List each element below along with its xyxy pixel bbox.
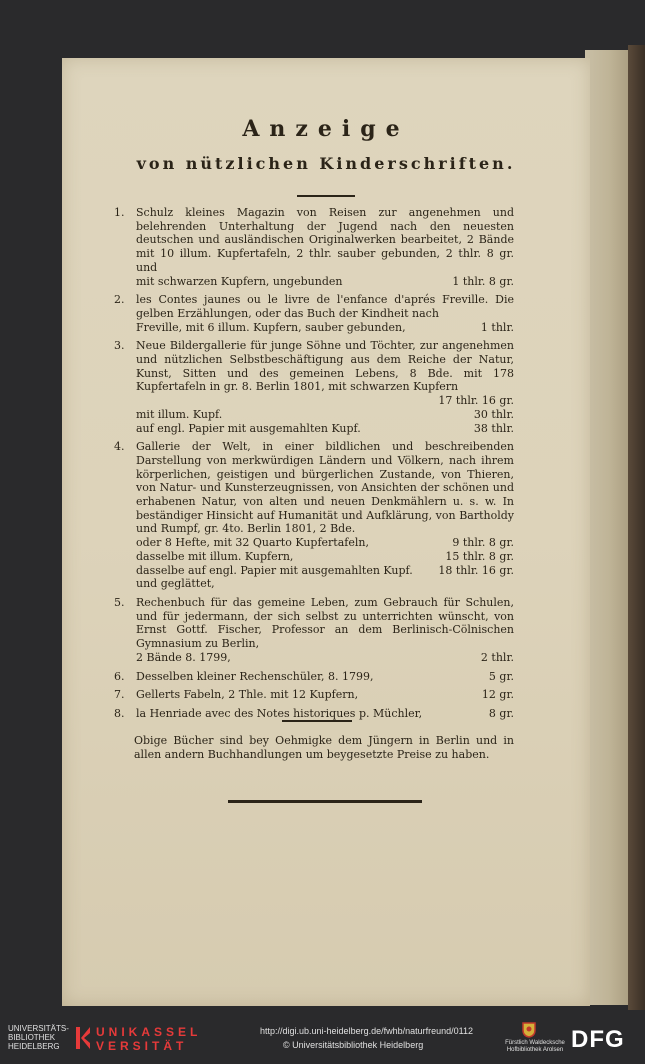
- entry-list: [114, 206, 514, 726]
- list-item: [114, 707, 514, 721]
- list-item: [114, 206, 514, 288]
- kassel-logo-line: VERSITÄT: [96, 1039, 188, 1053]
- entry-number: 6.: [114, 669, 125, 683]
- entry-price-line: [136, 670, 514, 684]
- entry-number: 8.: [114, 706, 125, 720]
- entry-option-text: mit illum. Kupf.: [136, 407, 223, 421]
- entry-price: 2 thlr.: [480, 650, 514, 664]
- heidelberg-logo-line: HEIDELBERG: [8, 1042, 60, 1051]
- page-subtitle: von nützlichen Kinderschriften.: [136, 154, 516, 173]
- heidelberg-logo-line: BIBLIOTHEK: [8, 1033, 56, 1042]
- entry-price-line: [136, 688, 514, 702]
- heidelberg-logo-line: UNIVERSITÄTS-: [8, 1024, 69, 1033]
- entry-price-line: [136, 422, 514, 436]
- entry-number: 3.: [114, 339, 125, 353]
- entry-price: 8 gr.: [488, 706, 514, 720]
- permalink-url[interactable]: http://digi.ub.uni-heidelberg.de/fwhb/naturfreund/0112: [260, 1026, 473, 1036]
- entry-number: 7.: [114, 688, 125, 702]
- list-item: [114, 339, 514, 435]
- entry-price-line: [136, 275, 514, 289]
- entry-last-text: la Henriade avec des Notes historiques p. Müchler,: [136, 706, 423, 720]
- entry-last-text: Desselben kleiner Rechenschüler, 8. 1799,: [136, 669, 374, 683]
- kassel-mark-icon: [74, 1025, 92, 1051]
- book-cover-edge: [628, 45, 645, 1010]
- entry-option-text: auf engl. Papier mit ausgemahlten Kupf.: [136, 421, 361, 435]
- entry-last-text: mit schwarzen Kupfern, ungebunden: [136, 274, 343, 288]
- entry-price: 1 thlr.: [480, 320, 514, 334]
- entry-last-text: Freville, mit 6 illum. Kupfern, sauber gebunden,: [136, 320, 406, 334]
- crest-icon: [522, 1022, 536, 1038]
- divider-rule: [282, 720, 352, 722]
- entry-number: 5.: [114, 595, 125, 609]
- entry-price: 5 gr.: [488, 669, 514, 683]
- arolsen-logo-line: Fürstlich Waldecksche: [505, 1040, 565, 1046]
- entry-text: Rechenbuch für das gemeine Leben, zum Gebrauch für Schulen, und für jedermann, der sich selbst zu unterrichten wünscht, von Ernst Gottf. Fischer, Professor an dem Berlinisch-Cölnischen Gymnasium zu Berlin,: [136, 595, 514, 651]
- entry-price: 9 thlr. 8 gr.: [452, 536, 514, 550]
- entry-text: Neue Bildergallerie für junge Söhne und Töchter, zur angenehmen und nützlichen Selbstbeschäftigung aus dem Reiche der Natur, Kunst, Sitten und des gemeinen Lebens, 8 Bde. mit 178 Kupfertafeln in gr. 8. Berlin 1801, mit schwarzen Kupfern: [136, 339, 514, 394]
- list-item: [114, 440, 514, 591]
- list-item: [114, 670, 514, 684]
- footer-bar: [0, 1016, 645, 1064]
- heidelberg-logo[interactable]: [8, 1024, 69, 1051]
- entry-text: les Contes jaunes ou le livre de l'enfance d'aprés Freville. Die gelben Erzählungen, oder das Buch der Kindheit nach: [136, 293, 514, 320]
- entry-option-text: dasselbe mit illum. Kupfern,: [136, 549, 294, 563]
- entry-price-line: [136, 651, 514, 665]
- entry-last-text: 2 Bände 8. 1799,: [136, 650, 231, 664]
- entry-price: 18 thlr. 16 gr.: [438, 563, 514, 577]
- document-page: [62, 58, 590, 1006]
- closing-rule: [228, 800, 422, 803]
- list-item: [114, 596, 514, 665]
- page-title: Anzeige: [242, 116, 410, 142]
- notice-text: Obige Bücher sind bey Oehmigke dem Jüngern in Berlin und in allen andern Buchhandlungen um beygesetzte Preise zu haben.: [134, 734, 514, 761]
- entry-price-line: [136, 536, 514, 550]
- list-item: [114, 293, 514, 334]
- kassel-logo[interactable]: [96, 1025, 201, 1053]
- arolsen-logo[interactable]: [505, 1040, 565, 1054]
- entry-price-line: [136, 564, 514, 591]
- entry-last-text: Gellerts Fabeln, 2 Thle. mit 12 Kupfern,: [136, 688, 359, 702]
- copyright-notice: © Universitätsbibliothek Heidelberg: [283, 1040, 424, 1050]
- entry-price-line: [136, 707, 514, 721]
- entry-option-text: oder 8 Hefte, mit 32 Quarto Kupfertafeln,: [136, 536, 369, 550]
- entry-price: 1 thlr. 8 gr.: [452, 274, 514, 288]
- dfg-logo[interactable]: DFG: [571, 1026, 625, 1053]
- entry-price: 17 thlr. 16 gr.: [438, 394, 514, 408]
- entry-text: Schulz kleines Magazin von Reisen zur angenehmen und belehrenden Unterhaltung der Jugend nach den neuesten deutschen und ausländischen Originalwerken bearbeitet, 2 Bände mit 10 illum. Kupfertafeln, 2 thlr. sauber gebunden, 2 thlr. 8 gr. und: [136, 206, 514, 274]
- entry-number: 1.: [114, 206, 125, 219]
- entry-number: 4.: [114, 440, 125, 454]
- entry-price: 38 thlr.: [473, 421, 514, 435]
- entry-price-line: [136, 550, 514, 564]
- entry-price-line: [136, 321, 514, 335]
- entry-price: 30 thlr.: [473, 407, 514, 421]
- entry-price-line: [136, 408, 514, 422]
- entry-number: 2.: [114, 293, 125, 307]
- entry-option-text: dasselbe auf engl. Papier mit ausgemahlten Kupf. und geglättet,: [136, 563, 413, 591]
- divider-rule: [297, 195, 355, 197]
- arolsen-logo-line: Hofbibliothek Arolsen: [506, 1047, 564, 1053]
- list-item: [114, 688, 514, 702]
- entry-text: Gallerie der Welt, in einer bildlichen und beschreibenden Darstellung von merkwürdigen Ländern und Völkern, nach ihrem körperlichen, geistigen und bürgerlichen Zustande, von Thieren, von Natur- und Kunsterzeugnissen, von Ansichten der schönen und erhabenen Natur, von alten und neuen Denkmählern u. s. w. In beständiger Hinsicht auf Humanität und Aufklärung, von Bartholdy und Rumpf, gr. 4to. Berlin 1801, 2 Bde.: [136, 440, 514, 536]
- kassel-logo-line: UNIKASSEL: [96, 1025, 202, 1039]
- entry-price: 12 gr.: [481, 688, 514, 702]
- entry-price: 15 thlr. 8 gr.: [445, 549, 514, 563]
